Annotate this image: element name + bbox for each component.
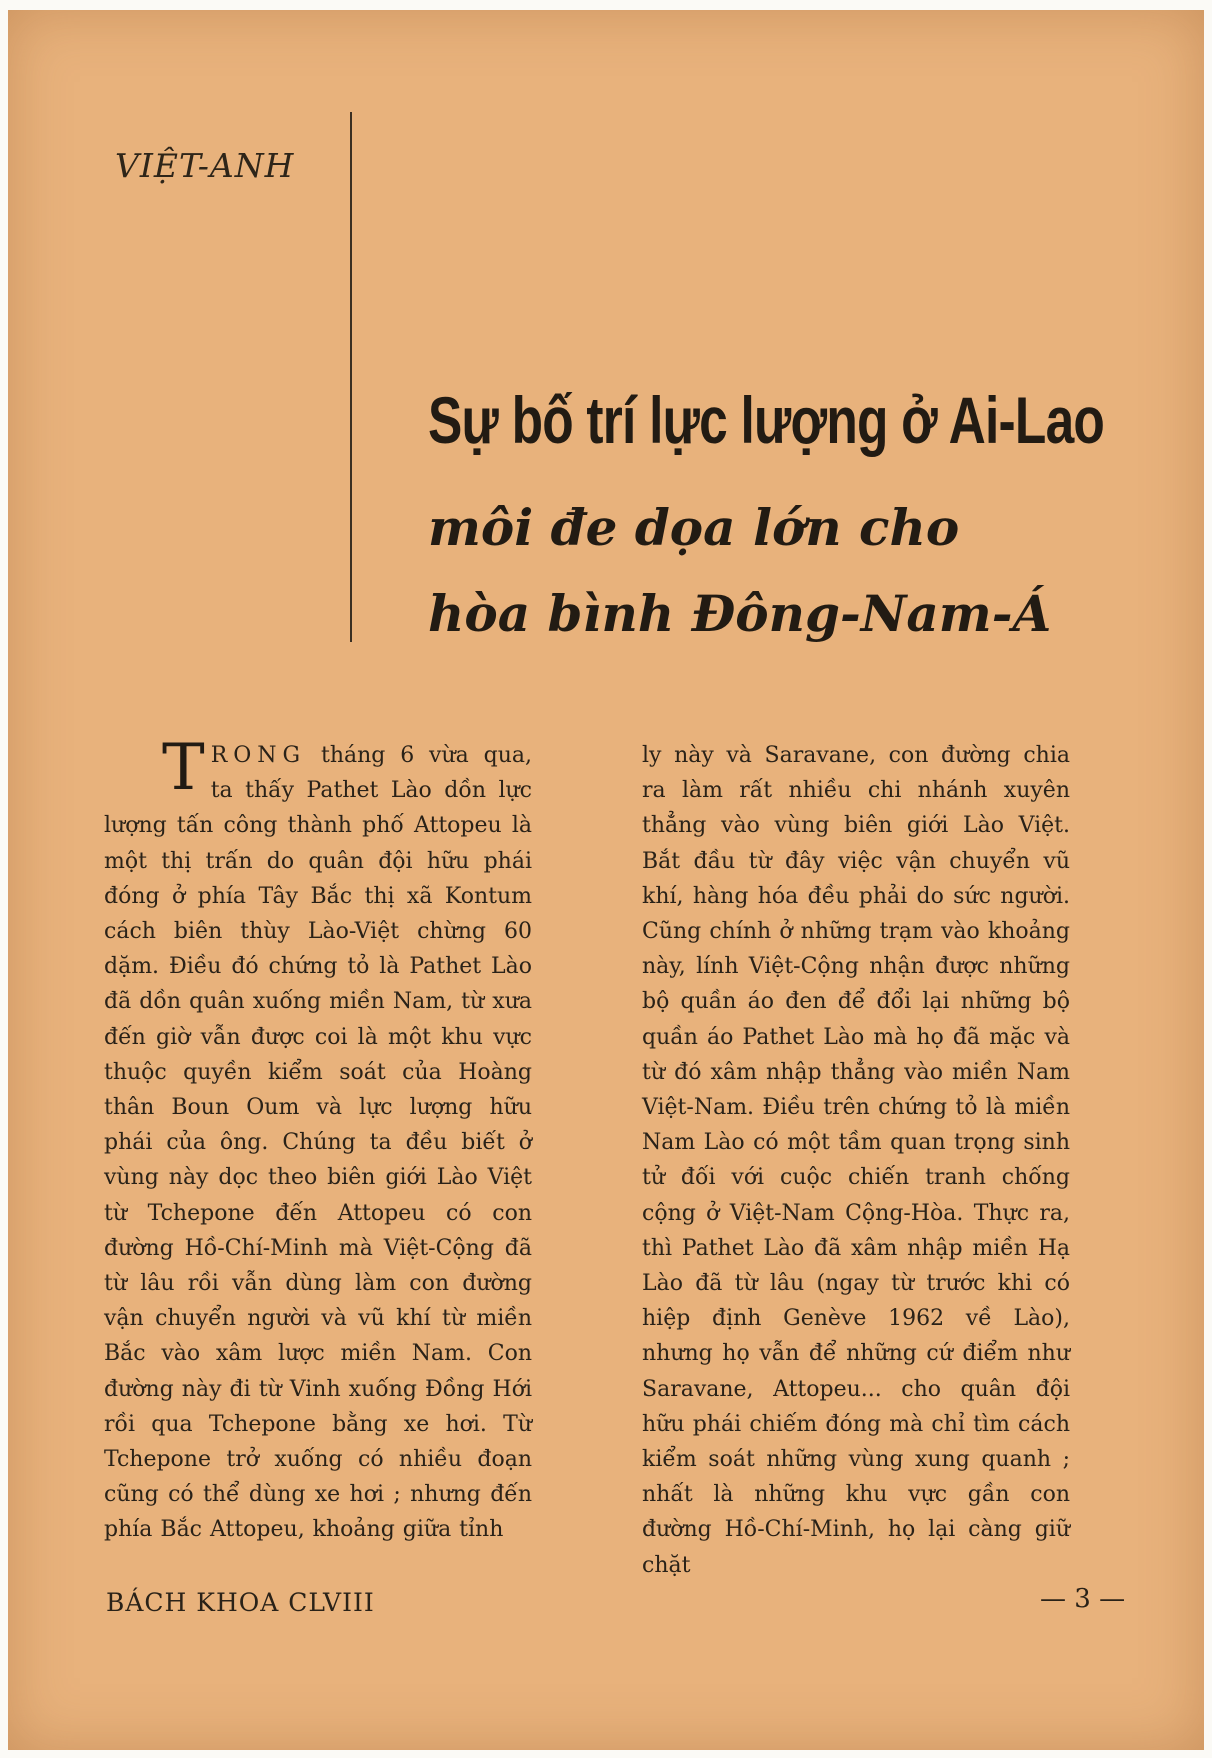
lead-caps: RONG [210,743,307,768]
body-column-left [104,731,532,1548]
body-column-right [642,738,1070,1583]
author-name: VIỆT-ANH [115,146,295,185]
page-number: — 3 — [1040,1584,1126,1614]
right-column-text: ly này và Saravane, con đường chia ra làm rất nhiều chi nhánh xuyên thẳng vào vùng biên giới Lào Việt. Bắt đầu từ đây việc vận chuyển vũ khí, hàng hóa đều phải do sức người. Cũng chính ở những trạm vào khoảng này, lính Việt-Cộng nhận được những bộ quần áo đen để đổi lại những bộ quần áo Pathet Lào mà họ đã mặc và từ đó xâm nhập thẳng vào miền Nam Việt-Nam. Điều trên chứng tỏ là miền Nam Lào có một tầm quan trọng sinh tử đối với cuộc chiến tranh chống cộng ở Việt-Nam Cộng-Hòa. Thực ra, thì Pathet Lào đã xâm nhập miền Hạ Lào đã từ lâu (ngay từ trước khi có hiệp định Genève 1962 về Lào), nhưng họ vẫn để những cứ điểm như Saravane, Attopeu... cho quân đội hữu phái chiếm đóng mà chỉ tìm cách kiểm soát những vùng xung quanh ; nhất là những khu vực gần con đường Hồ-Chí-Minh, họ lại càng giữ chặt [642,743,1070,1578]
left-column-text: tháng 6 vừa qua, ta thấy Pathet Lào dồn lực lượng tấn công thành phố Attopeu là một thị trấn do quân đội hữu phái đóng ở phía Tây Bắc thị xã Kontum cách biên thùy Lào-Việt chừng 60 dặm. Điều đó chứng tỏ là Pathet Lào đã dồn quân xuống miền Nam, từ xưa đến giờ vẫn được coi là một khu vực thuộc quyền kiểm soát của Hoàng thân Boun Oum và lực lượng hữu phái của ông. Chúng ta đều biết ở vùng này dọc theo biên giới Lào Việt từ Tchepone đến Attopeu có con đường Hồ-Chí-Minh mà Việt-Cộng đã từ lâu rồi vẫn dùng làm con đường vận chuyển người và vũ khí từ miền Bắc vào xâm lược miền Nam. Con đường này đi từ Vinh xuống Đồng Hới rồi qua Tchepone bằng xe hơi. Từ Tchepone trở xuống có nhiều đoạn cũng có thể dùng xe hơi ; nhưng đến phía Bắc Attopeu, khoảng giữa tỉnh [104,743,532,1543]
title-divider-line [350,112,352,642]
article-title: Sự bố trí lực lượng ở Ai-Lao [428,383,1105,457]
article-subtitle-line-2: hòa bình Đông-Nam-Á [428,584,1052,643]
publication-footer: BÁCH KHOA CLVIII [106,1588,375,1617]
article-subtitle-line-1: môi đe dọa lớn cho [428,498,960,557]
drop-cap: T [162,731,205,805]
